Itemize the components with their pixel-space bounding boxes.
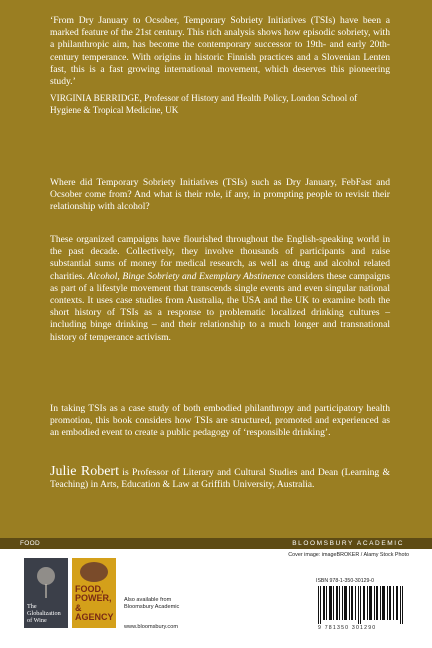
endorsement-attribution: VIRGINIA BERRIDGE, Professor of History and Health Policy, London School of Hygiene & Tropical Medicine, UK xyxy=(50,93,358,116)
isbn-label: ISBN 978-1-350-30129-0 xyxy=(316,578,374,584)
also-available-text: Also available from Bloomsbury Academic xyxy=(124,597,180,610)
barcode-icon xyxy=(318,586,404,624)
related-book-cover-2 xyxy=(72,558,116,628)
author-bio-text: is Professor of Literary and Cultural Studies and Dean (Learning & Teaching) in Arts, Education & Law at Griffith University, Australia. xyxy=(50,467,390,491)
description-text: These organized campaigns have flourished throughout the English-speaking world in the past decade. Collectively, they involve thousands of participants and raise substantial sums of money for medical research, as well as drug and alcohol related charities. xyxy=(50,234,390,282)
wine-glass-stem xyxy=(45,584,47,598)
related-book-title-1: The Globalization of Wine xyxy=(27,603,61,624)
cover-image-credit: Cover image: imageBROKER / Alamy Stock Photo xyxy=(288,552,409,558)
barcode-digits: 9 781350 301290 xyxy=(318,625,377,631)
author-name: Julie Robert xyxy=(50,464,119,479)
description-text-cont: considers these campaigns as part of a lifestyle movement that transcends single events and even singular national contexts. It uses case studies from Australia, the USA and the UK to examine both the short history of TSIs as a response to problematic localized drinking cultures – including binge drinking – and their relationship to a much longer and transnational history of temperance activism. xyxy=(50,270,391,343)
book-title-italic: Alcohol, Binge Sobriety and Exemplary Abstinence xyxy=(87,270,286,282)
endorsement-quote: ‘From Dry January to Ocsober, Temporary Sobriety Initiatives (TSIs) have been a marked feature of the 21st century. This rich analysis shows how episodic sobriety, with a philanthropic aim, has become the contemporary successor to 19th- and early 20th-century temperance. With origins in historic Finnish practices and a Slovenian Lenten fast, this is a fast growing international movement, which deserves this pioneering study.’ xyxy=(50,15,390,88)
category-bar xyxy=(0,538,432,549)
related-book-cover-1 xyxy=(24,558,68,628)
plate-icon xyxy=(80,562,108,582)
description-paragraph-1: Where did Temporary Sobriety Initiatives (TSIs) such as Dry January, FebFast and Ocsober come from? And what is their role, if any, in prompting people to revisit their relationship with alcohol? xyxy=(50,177,390,213)
description-paragraph-2 xyxy=(50,234,390,344)
description-paragraph-3: In taking TSIs as a case study of both embodied philanthropy and participatory health promotion, this book considers how TSIs are structured, promoted and experienced as an embodied event to create a public pedagogy of ‘responsible drinking’. xyxy=(50,403,390,439)
wine-glass-icon xyxy=(37,567,55,585)
publisher-name: BLOOMSBURY ACADEMIC xyxy=(292,540,404,547)
related-book-title-2: FOOD, POWER, & AGENCY xyxy=(75,584,114,623)
author-bio xyxy=(50,466,390,491)
category-label: FOOD xyxy=(20,540,40,547)
publisher-url: www.bloomsbury.com xyxy=(124,624,178,630)
info-panel xyxy=(0,549,432,648)
endorsement-blurb xyxy=(50,15,390,116)
